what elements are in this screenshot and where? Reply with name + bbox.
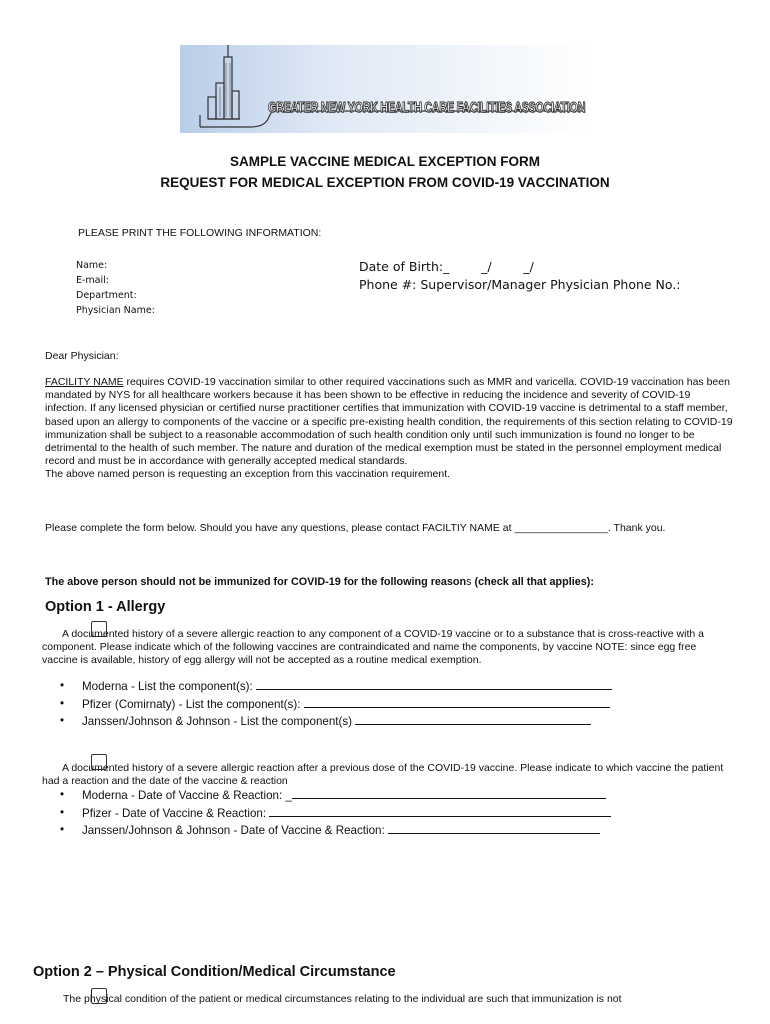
gnyhcfa-logo (180, 45, 592, 133)
list-item: • Janssen/Johnson & Johnson - Date of Vaccine & Reaction: (60, 822, 611, 840)
email-label: E-mail: (76, 275, 109, 286)
physical-condition-text: The physical condition of the patient or medical circumstances relating to the individual are such that immunization is not (63, 993, 622, 1005)
form-subtitle: REQUEST FOR MEDICAL EXCEPTION FROM COVID-19 VACCINATION (160, 175, 610, 190)
pfizer-reaction-field[interactable] (269, 805, 611, 817)
print-instruction: PLEASE PRINT THE FOLLOWING INFORMATION: (78, 227, 322, 239)
previous-dose-text: A documented history of a severe allergic reaction after a previous dose of the COVID-19 vaccine. Please indicate to which vaccine the patient had a reaction and the date of the vaccine & reaction (42, 762, 724, 788)
list-item: • Moderna - Date of Vaccine & Reaction: _ (60, 787, 611, 805)
department-label: Department: (76, 290, 137, 301)
form-title: SAMPLE VACCINE MEDICAL EXCEPTION FORM (229, 154, 541, 169)
janssen-component-field[interactable] (355, 713, 591, 725)
reasons-heading-text: The above person should not be immunized for COVID-19 for the following reason (45, 576, 467, 588)
pfizer-component-field[interactable] (304, 696, 610, 708)
allergy-component-text: A documented history of a severe allergic reaction to any component of a COVID-19 vaccine or to a substance that is cross-reactive with a component. Please indicate which of the following vaccines are contraindicated and name the components, by vaccine NOTE: since egg free vaccine is available, history of egg allergy will not be accepted as a routine medical exemption. (42, 628, 704, 667)
letter-body-text: requires COVID-19 vaccination similar to other required vaccinations such as MMR and varicella. COVID-19 vaccination has been mandated by NYS for all healthcare workers because it has been shown to be effective in reducing the incidence and severity of COVID-19 infection. If any licensed physician or certified nurse practitioner certifies that immunization with COVID-19 vaccine is detrimental to a staff member, based upon an allergy to components of the vaccine or a specific pre-existing health condition, the requirements of this section relating to COVID-19 immunization shall be subject to a reasonable accommodation of such health condition only until such immunization is found no longer to be detrimental to the health of such member. The nature and duration of the medical exemption must be stated in the personnel employment medical record and must be in accordance with generally accepted medical standards. (45, 376, 733, 468)
org-name: GREATER NEW YORK HEALTH CARE FACILITIES ASSOCIATION (268, 99, 586, 116)
letter-body (45, 376, 735, 482)
reasons-heading (45, 576, 594, 588)
list-item: • Janssen/Johnson & Johnson - List the component(s) (60, 713, 612, 731)
request-line: The above named person is requesting an exception from this vaccination requirement. (45, 468, 451, 481)
name-label: Name: (76, 260, 108, 271)
list-item: • Pfizer (Comirnaty) - List the component(s): (60, 696, 612, 714)
option-2-title: Option 2 – Physical Condition/Medical Circumstance (33, 964, 396, 980)
moderna-component-field[interactable] (256, 678, 612, 690)
list-item: • Moderna - List the component(s): (60, 678, 612, 696)
option-1-title: Option 1 - Allergy (45, 599, 166, 615)
janssen-reaction-field[interactable] (388, 822, 600, 834)
personal-info-labels (76, 258, 155, 318)
salutation: Dear Physician: (45, 350, 119, 362)
contact-line: Please complete the form below. Should you have any questions, please contact FACILTIY NAME at ________________. Thank you. (45, 522, 666, 534)
logo-skyline-icon (180, 45, 592, 133)
list-item: • Pfizer - Date of Vaccine & Reaction: (60, 805, 611, 823)
reaction-list (60, 787, 611, 840)
reasons-heading-s: s (466, 576, 472, 588)
physician-name-label: Physician Name: (76, 305, 155, 316)
moderna-reaction-field[interactable] (292, 787, 606, 799)
reasons-heading-suffix: (check all that applies): (471, 576, 594, 588)
component-list (60, 678, 612, 731)
phone-label: Phone #: Supervisor/Manager Physician Phone No.: (359, 277, 681, 292)
date-of-birth-label: Date of Birth:_ _/ _/ (359, 259, 534, 274)
facility-name-placeholder: FACILITY NAME (45, 376, 124, 388)
dob-phone-block (359, 258, 681, 294)
